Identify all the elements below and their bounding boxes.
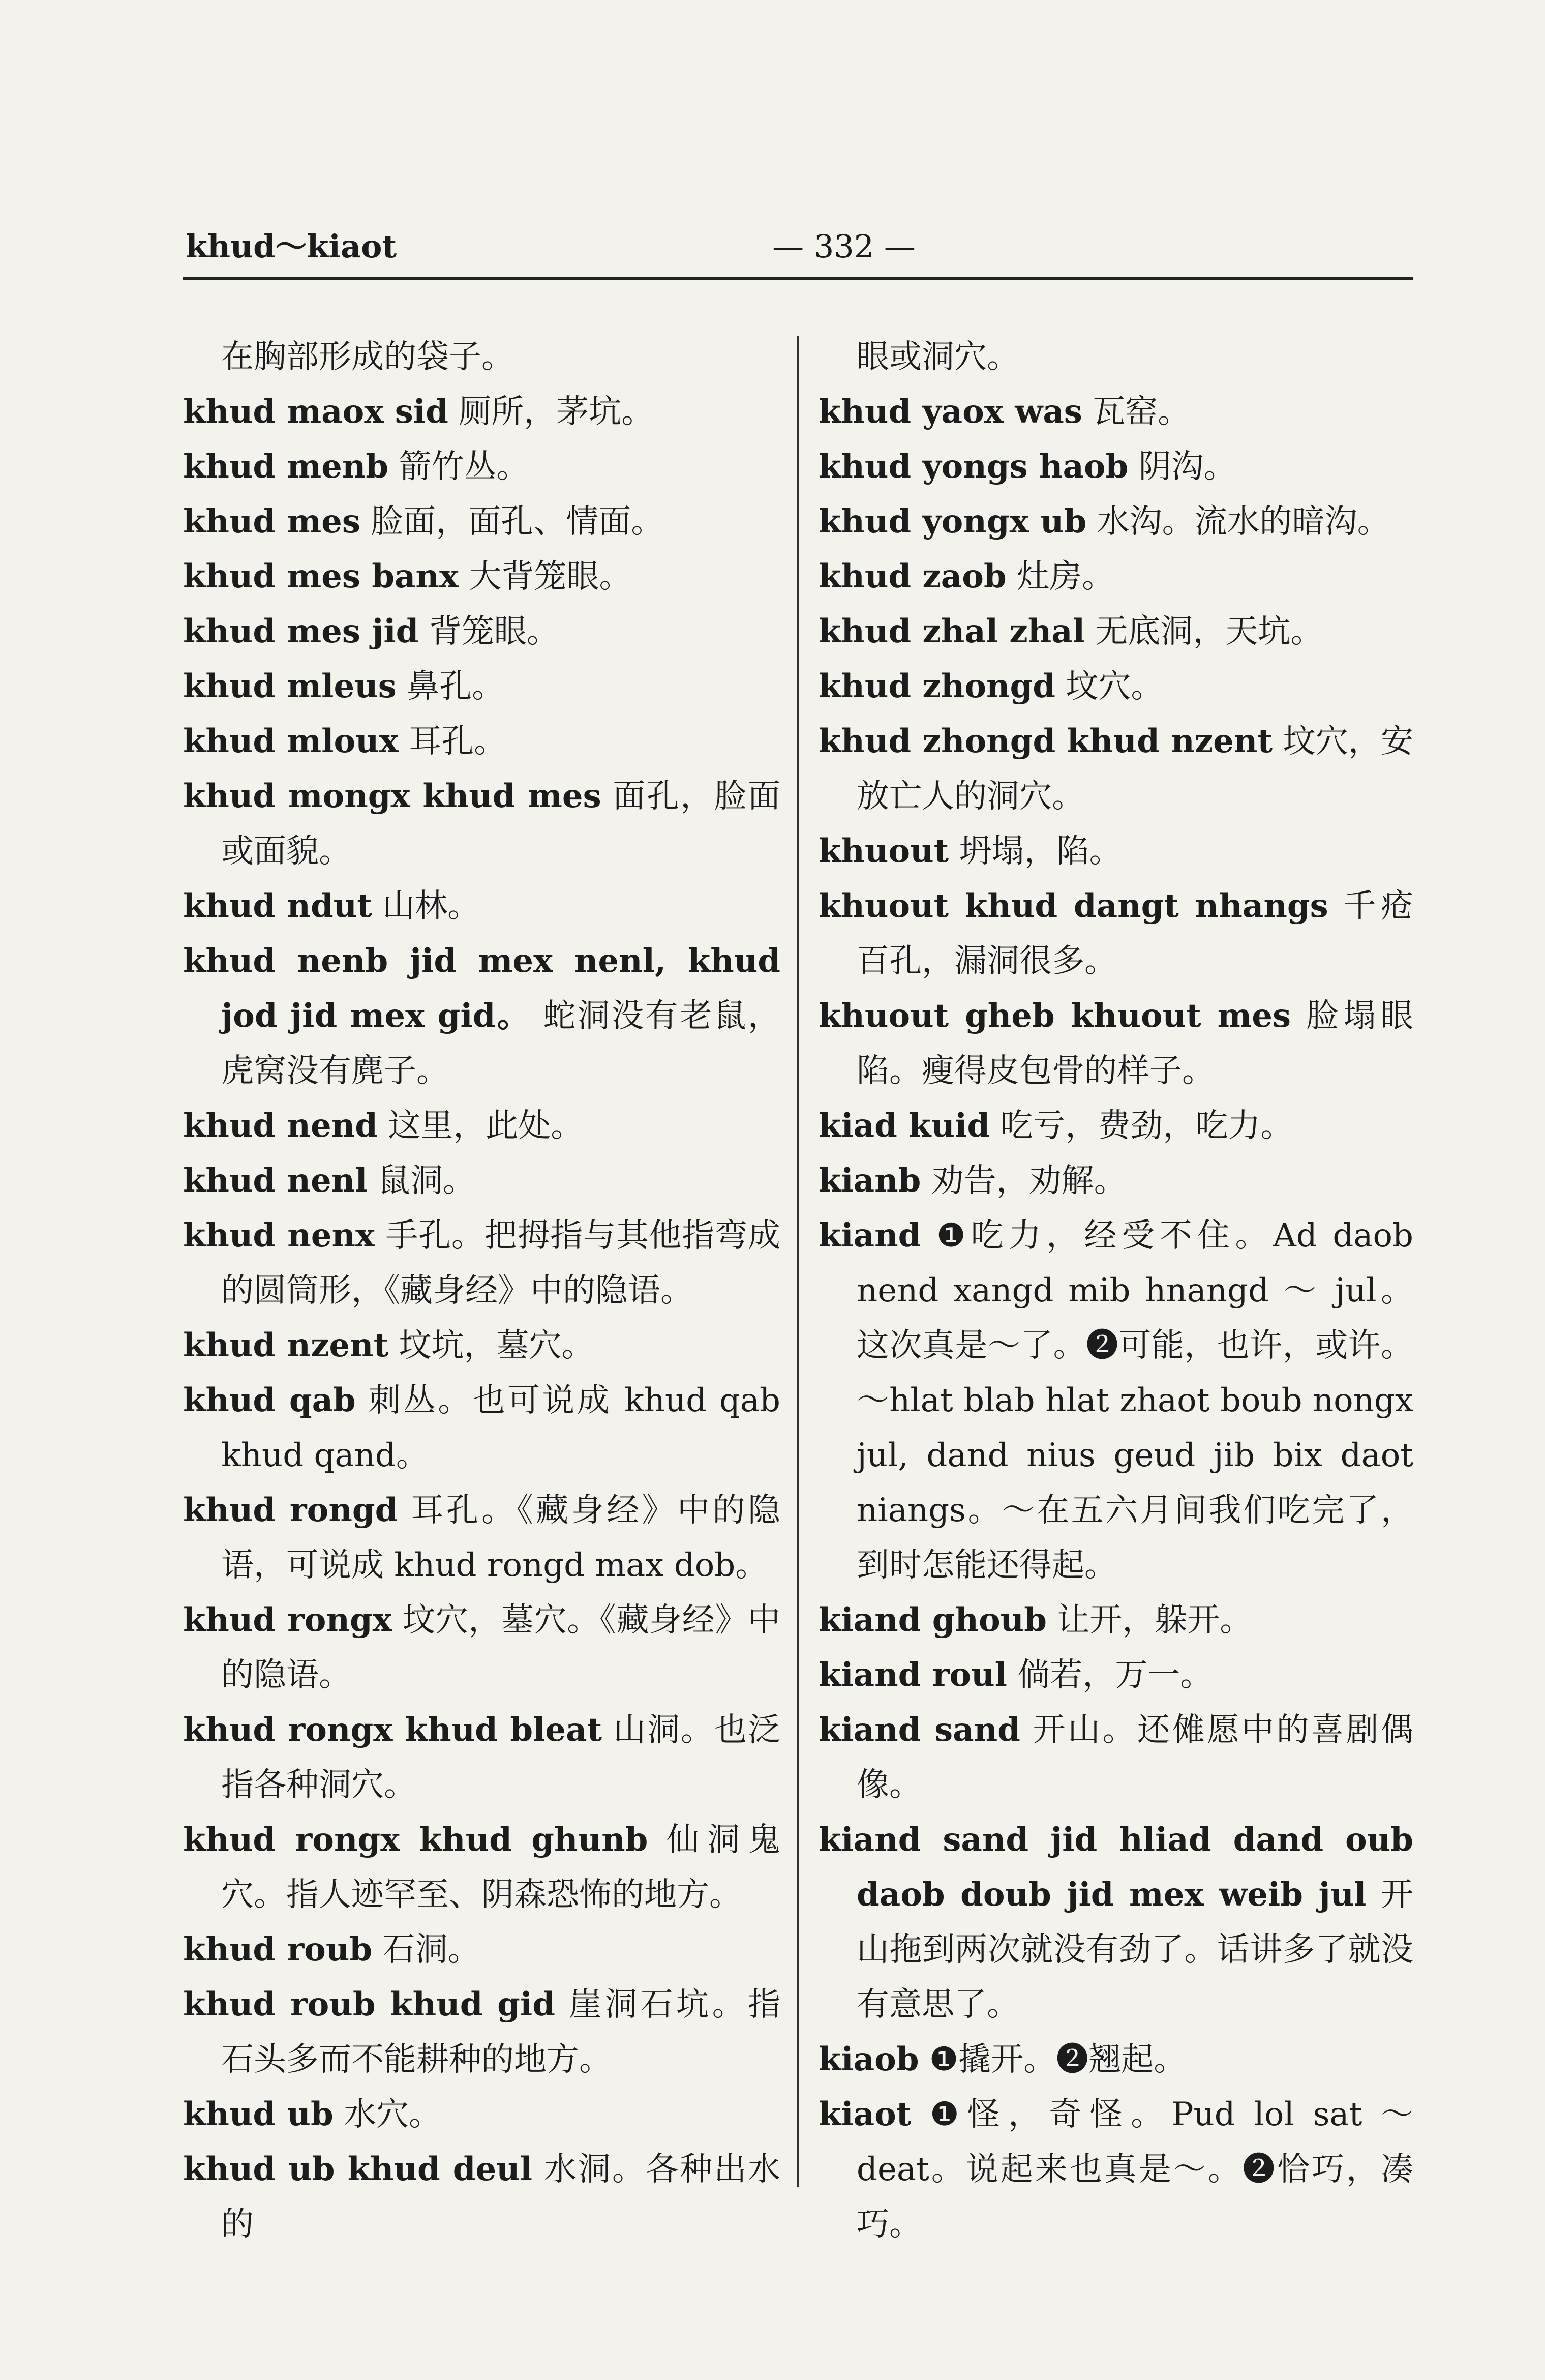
entry-definition: ❶怪，奇怪。Pud lol sat ～ deat。说起来也真是～。❷恰巧，凑巧。 [857, 2096, 1413, 2243]
entry-definition: 倘若，万一。 [1017, 1656, 1213, 1694]
dictionary-entry [183, 1318, 780, 1373]
dictionary-entry [183, 2087, 780, 2142]
dictionary-entry [819, 714, 1413, 824]
dictionary-entry [183, 879, 780, 934]
entry-definition: 水沟。流水的暗沟。 [1097, 503, 1390, 541]
entry-definition: 崖洞石坑。指石头多而不能耕种的地方。 [221, 1986, 781, 2078]
dictionary-entry [819, 659, 1413, 714]
dictionary-entry [819, 1098, 1413, 1153]
entry-headword: khud zaob [819, 557, 1007, 596]
dictionary-entry [819, 1812, 1413, 2032]
entry-definition: 耳孔。《藏身经》中的隐语，可说成 khud rongd max dob。 [221, 1492, 781, 1584]
dictionary-entry [183, 714, 780, 769]
entry-definition: 开山。还傩愿中的喜剧偶像。 [857, 1711, 1414, 1804]
entry-definition: 这里，此处。 [388, 1107, 584, 1145]
dictionary-entry [183, 604, 780, 659]
entry-headword: kianb [819, 1162, 921, 1200]
entry-headword: khuout khud dangt nhangs [819, 887, 1328, 925]
running-head: khud～kiaot [186, 228, 397, 265]
dictionary-entry [183, 934, 780, 1098]
entry-definition: 坟穴，墓穴。《藏身经》中的隐语。 [221, 1601, 781, 1694]
entry-definition: 坟坑，墓穴。 [399, 1327, 594, 1364]
entry-headword: khud yongs haob [819, 448, 1129, 486]
entry-definition: 水穴。 [344, 2096, 442, 2133]
entry-definition: 仙洞鬼穴。指人迹罕至、阴森恐怖的地方。 [221, 1821, 780, 1914]
entry-definition: 鼻孔。 [407, 668, 505, 705]
entry-headword: kiaob [819, 2040, 919, 2078]
dictionary-entry [183, 330, 780, 384]
entry-headword: khud zhal zhal [819, 612, 1085, 650]
entry-definition: 瓦窑。 [1093, 393, 1191, 431]
entry-definition: 山洞。也泛指各种洞穴。 [221, 1711, 781, 1804]
dictionary-entry [183, 384, 780, 439]
entry-headword: khud mleus [183, 667, 397, 705]
entry-headword: khud nzent [183, 1326, 389, 1364]
entry-definition: 阴沟。 [1138, 448, 1236, 486]
entry-headword: khud nenb jid mex nenl, khud jod jid mex gid。 [183, 942, 780, 1035]
entry-headword: khud roub [183, 1930, 373, 1969]
dictionary-entry [819, 604, 1413, 659]
entry-definition: 劝告，劝解。 [931, 1162, 1127, 1200]
entry-headword: khud rongx khud bleat [183, 1711, 602, 1749]
dictionary-entry [183, 1483, 780, 1593]
entry-definition: 厕所，茅坑。 [459, 393, 654, 431]
entry-definition: 鼠洞。 [377, 1162, 475, 1200]
entry-definition: 背笼眼。 [429, 613, 559, 650]
entry-definition: ❶撬开。❷翘起。 [929, 2041, 1187, 2078]
entry-definition: 脸塌眼陷。瘦得皮包骨的样子。 [857, 997, 1414, 1090]
entry-headword: khud ub khud deul [183, 2150, 533, 2188]
entry-headword: khud zhongd [819, 667, 1056, 705]
dictionary-entry [183, 494, 780, 549]
dictionary-entry [819, 384, 1413, 439]
entry-definition: 在胸部形成的袋子。 [221, 338, 514, 376]
dictionary-entry [819, 330, 1413, 384]
entry-headword: khud mloux [183, 722, 399, 760]
entry-headword: khud roub khud gid [183, 1985, 555, 2024]
entry-headword: kiad kuid [819, 1107, 990, 1145]
dictionary-entry [819, 1703, 1413, 1812]
entry-definition: 耳孔。 [409, 723, 507, 760]
entry-headword: kiaot [819, 2095, 912, 2133]
entry-headword: khud rongx khud ghunb [183, 1821, 648, 1859]
entry-definition: 坟穴。 [1066, 668, 1164, 705]
entry-definition: 手孔。把拇指与其他指弯成的圆筒形，《藏身经》中的隐语。 [221, 1217, 781, 1310]
entry-headword: khud yaox was [819, 393, 1082, 431]
entry-headword: khud ndut [183, 887, 372, 925]
column-divider [797, 336, 799, 2187]
entry-headword: kiand sand jid hliad dand oub daob doub jid mex weib jul [819, 1821, 1413, 1914]
entry-definition: 面孔，脸面或面貌。 [221, 778, 781, 870]
entry-definition: 蛇洞没有老鼠，虎窝没有麂子。 [221, 997, 781, 1090]
dictionary-entry [183, 1593, 780, 1703]
entry-headword: kiand roul [819, 1656, 1007, 1694]
dictionary-entry [819, 1648, 1413, 1703]
dictionary-entry [819, 879, 1413, 989]
dictionary-entry [183, 1922, 780, 1977]
entry-headword: kiand [819, 1216, 921, 1255]
dictionary-entry [183, 439, 780, 494]
entry-headword: khud ub [183, 2095, 334, 2133]
dictionary-entry [183, 2142, 780, 2252]
entry-definition: 眼或洞穴。 [857, 338, 1019, 376]
entry-headword: khud nenx [183, 1216, 375, 1255]
entry-definition: 山林。 [382, 887, 480, 925]
left-column [183, 330, 780, 2252]
dictionary-entry [183, 1812, 780, 1922]
entry-definition: ❶吃力，经受不住。Ad daob nend xangd mib hnangd ～ jul。这次真是～了。❷可能，也许，或许。～hlat blab hlat zhaot boub nongx jul, dand nius geud jib bix daot niangs。～在五六月间我们吃完了，到时怎能还得起。 [857, 1217, 1414, 1584]
dictionary-entry [183, 1098, 780, 1153]
dictionary-entry [819, 549, 1413, 604]
dictionary-entry [819, 2087, 1413, 2252]
dictionary-entry [183, 549, 780, 604]
dictionary-entry [183, 1208, 780, 1318]
entry-definition: 脸面，面孔、情面。 [371, 503, 664, 541]
entry-definition: 箭竹丛。 [399, 448, 529, 486]
dictionary-entry [819, 1593, 1413, 1648]
dictionary-entry [819, 824, 1413, 879]
dictionary-entry [183, 1373, 780, 1483]
entry-headword: khud rongx [183, 1601, 392, 1639]
entry-headword: kiand ghoub [819, 1601, 1047, 1639]
right-column [819, 330, 1413, 2252]
entry-definition: 让开，躲开。 [1057, 1601, 1253, 1639]
dictionary-entry [819, 989, 1413, 1098]
page-header [183, 224, 1413, 270]
dictionary-entry [819, 494, 1413, 549]
entry-definition: 水洞。各种出水的 [221, 2151, 781, 2243]
entry-definition: 无底洞，天坑。 [1095, 613, 1323, 650]
entry-headword: khud qab [183, 1381, 356, 1419]
header-rule [183, 277, 1413, 280]
entry-headword: khud mes [183, 502, 360, 541]
entry-headword: khud maox sid [183, 393, 448, 431]
entry-headword: khud nenl [183, 1162, 368, 1200]
entry-definition: 石洞。 [382, 1931, 480, 1969]
entry-headword: khud rongd [183, 1491, 398, 1529]
entry-headword: khud menb [183, 448, 389, 486]
dictionary-entry [819, 1153, 1413, 1208]
entry-definition: 开山拖到两次就没有劲了。话讲多了就没有意思了。 [857, 1876, 1414, 2024]
entry-definition: 大背笼眼。 [469, 558, 632, 596]
dictionary-entry [183, 1977, 780, 2087]
entry-definition: 千疮百孔，漏洞很多。 [857, 887, 1414, 980]
entry-headword: khud mes banx [183, 557, 459, 596]
entry-definition: 灶房。 [1017, 558, 1115, 596]
page-number: — 332 — [772, 228, 916, 265]
entry-definition: 坟穴，安放亡人的洞穴。 [857, 723, 1414, 815]
dictionary-entry [819, 1208, 1413, 1593]
entry-definition: 吃亏，费劲，吃力。 [1000, 1107, 1293, 1145]
entry-headword: khuout gheb khuout mes [819, 997, 1291, 1035]
entry-headword: khud mongx khud mes [183, 777, 601, 815]
entry-headword: khud zhongd khud nzent [819, 722, 1273, 760]
entry-headword: kiand sand [819, 1711, 1020, 1749]
dictionary-entry [819, 2032, 1413, 2087]
entry-headword: khud yongx ub [819, 502, 1087, 541]
entry-headword: khuout [819, 832, 949, 870]
entry-definition: 坍塌，陷。 [959, 832, 1122, 870]
dictionary-entry [183, 1703, 780, 1812]
dictionary-entry [183, 1153, 780, 1208]
dictionary-entry [183, 659, 780, 714]
dictionary-entry [183, 769, 780, 879]
entry-headword: khud mes jid [183, 612, 419, 650]
entry-definition: 刺丛。也可说成 khud qab khud qand。 [221, 1382, 781, 1474]
entry-headword: khud nend [183, 1107, 378, 1145]
dictionary-entry [819, 439, 1413, 494]
